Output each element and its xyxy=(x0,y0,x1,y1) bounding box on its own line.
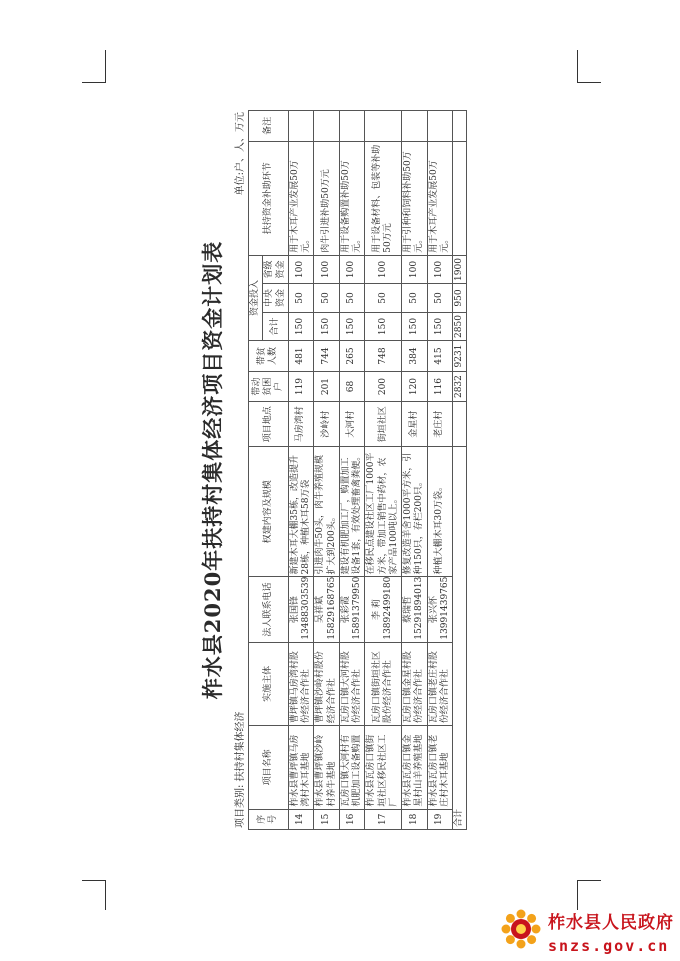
cell-central: 50 xyxy=(314,284,340,313)
cell-households: 200 xyxy=(365,371,402,402)
site-brand xyxy=(548,908,674,955)
unit-label: 单位:户、人、万元 xyxy=(235,112,246,196)
cell-link: 用于木耳产业发展50万元。 xyxy=(427,141,453,255)
header-link: 扶持资金补助环节 xyxy=(249,141,289,255)
category-value: 扶持村集体经济 xyxy=(235,711,246,782)
header-poor-people: 带贫人数 xyxy=(249,341,289,372)
summary-provincial: 1900 xyxy=(453,255,467,284)
cell-location: 金星村 xyxy=(402,402,428,447)
cell-people: 748 xyxy=(365,341,402,372)
cell-provincial: 100 xyxy=(427,255,453,284)
crop-mark-top-right-h xyxy=(577,82,601,83)
rotated-document xyxy=(195,110,505,830)
cell-provincial: 100 xyxy=(339,255,365,284)
cell-central: 50 xyxy=(288,284,314,313)
document-title: 柞水县2020年扶持村集体经济项目资金计划表 xyxy=(200,240,225,700)
cell-total: 150 xyxy=(288,312,314,341)
cell-name: 柞水县瓦房口镇金星村山羊养殖基地 xyxy=(402,726,428,810)
cell-households: 116 xyxy=(427,371,453,402)
cell-people: 481 xyxy=(288,341,314,372)
cell-entity: 瓦房口镇街垣社区股份经济合作社 xyxy=(365,642,402,726)
cell-remark xyxy=(288,111,314,142)
cell-total: 150 xyxy=(427,312,453,341)
cell-content: 建设有机肥加工厂，购置加工设备1套，有效处理畜禽粪便。 xyxy=(339,447,365,577)
header-contact: 法人联系电话 xyxy=(249,577,289,642)
cell-remark xyxy=(314,111,340,142)
cell-people: 744 xyxy=(314,341,340,372)
cell-content: 在移民点建设社区工厂1000平方米，带加工销售中药材，农家产品100吨以上。 xyxy=(365,447,402,577)
cell-content: 新建木耳大棚35栋，改造提升28栋，种植木耳58万袋 xyxy=(288,447,314,577)
cell-provincial: 100 xyxy=(402,255,428,284)
cell-contact: 张兴怀 13991439765 xyxy=(427,577,453,642)
cell-total: 150 xyxy=(339,312,365,341)
cell-central: 50 xyxy=(365,284,402,313)
category-label: 项目类别: xyxy=(235,784,246,828)
cell-people: 384 xyxy=(402,341,428,372)
header-central: 中央资金 xyxy=(263,284,289,313)
cell-remark xyxy=(339,111,365,142)
cell-households: 119 xyxy=(288,371,314,402)
cell-entity: 瓦房口镇老庄村股份经济合作社 xyxy=(427,642,453,726)
cell-name: 瓦房口镇大河村有机肥加工设备购置 xyxy=(339,726,365,810)
cell-remark xyxy=(402,111,428,142)
crop-mark-top-left-h xyxy=(82,82,106,83)
cell-name: 柞水县瓦房口镇老庄村木耳基地 xyxy=(427,726,453,810)
header-entity: 实施主体 xyxy=(249,642,289,726)
cell-remark xyxy=(427,111,453,142)
cell-name: 柞水县瓦房口镇街垣社区移民社区工厂 xyxy=(365,726,402,810)
cell-location: 老庄村 xyxy=(427,402,453,447)
cell-link: 用于引种和饲料补助50万元。 xyxy=(402,141,428,255)
cell-provincial: 100 xyxy=(314,255,340,284)
summary-people: 9231 xyxy=(453,341,467,372)
cell-no: 16 xyxy=(339,809,365,829)
summary-location xyxy=(453,402,467,447)
cell-people: 415 xyxy=(427,341,453,372)
header-total: 合计 xyxy=(263,312,289,341)
cell-location: 马房湾村 xyxy=(288,402,314,447)
cell-no: 15 xyxy=(314,809,340,829)
cell-contact: 李 莉 13892499180 xyxy=(365,577,402,642)
table-row xyxy=(402,111,428,830)
cell-total: 150 xyxy=(314,312,340,341)
cell-households: 120 xyxy=(402,371,428,402)
cell-no: 17 xyxy=(365,809,402,829)
cell-link: 用于设备购置补助50万元。 xyxy=(339,141,365,255)
summary-total: 2850 xyxy=(453,312,467,341)
cell-content: 修复改造羊舍1000平方米，引种150只，存栏200只。 xyxy=(402,447,428,577)
header-content: 权建内容及规模 xyxy=(249,447,289,577)
site-url: snzs.gov.cn xyxy=(548,937,670,955)
crop-mark-top-left-v xyxy=(105,50,106,82)
cell-no: 19 xyxy=(427,809,453,829)
cell-central: 50 xyxy=(427,284,453,313)
cell-no: 18 xyxy=(402,809,428,829)
crop-mark-bottom-right-v xyxy=(577,880,578,910)
project-category xyxy=(231,711,246,828)
crop-mark-bottom-left-h xyxy=(82,880,106,881)
cell-name: 柞水县曹坪镇马房湾村木耳基地 xyxy=(288,726,314,810)
cell-contact: 吴祥斌 15829168765 xyxy=(314,577,340,642)
header-poor-households: 带动贫困户 xyxy=(249,371,289,402)
cell-contact: 蔡瑞哲 15291894013 xyxy=(402,577,428,642)
cell-location: 沙岭村 xyxy=(314,402,340,447)
crop-mark-top-right-v xyxy=(577,50,578,82)
header-remark: 备注 xyxy=(249,111,289,142)
cell-content: 引进肉牛50头，肉牛养殖规模扩大到200头。 xyxy=(314,447,340,577)
document-meta xyxy=(231,112,246,828)
cell-provincial: 100 xyxy=(288,255,314,284)
project-funding-table xyxy=(248,110,467,830)
cell-link: 用于设备材料、包装等补助50万元 xyxy=(365,141,402,255)
cell-contact: 张彩霞 15891379950 xyxy=(339,577,365,642)
summary-label: 合计 xyxy=(453,447,467,830)
summary-central: 950 xyxy=(453,284,467,313)
cell-people: 265 xyxy=(339,341,365,372)
cell-provincial: 100 xyxy=(365,255,402,284)
cell-remark xyxy=(365,111,402,142)
cell-households: 68 xyxy=(339,371,365,402)
site-name: 柞水县人民政府 xyxy=(548,913,674,933)
summary-link xyxy=(453,141,467,255)
header-location: 项目地点 xyxy=(249,402,289,447)
sunflower-logo-icon xyxy=(500,908,542,950)
summary-households: 2832 xyxy=(453,371,467,402)
cell-location: 街垣社区 xyxy=(365,402,402,447)
cell-location: 大河村 xyxy=(339,402,365,447)
table-row xyxy=(288,111,314,830)
cell-central: 50 xyxy=(339,284,365,313)
cell-central: 50 xyxy=(402,284,428,313)
table-row xyxy=(314,111,340,830)
header-name: 项目名称 xyxy=(249,726,289,810)
summary-row xyxy=(453,111,467,830)
cell-link: 肉牛引进补助50万元 xyxy=(314,141,340,255)
crop-mark-bottom-left-v xyxy=(105,880,106,910)
table-row xyxy=(427,111,453,830)
summary-remark xyxy=(453,111,467,142)
cell-link: 用于木耳产业发展50万元。 xyxy=(288,141,314,255)
cell-entity: 曹坪镇马房湾村股份经济合作社 xyxy=(288,642,314,726)
cell-households: 201 xyxy=(314,371,340,402)
cell-total: 150 xyxy=(402,312,428,341)
header-no: 序号 xyxy=(249,809,289,829)
cell-contact: 张国锋 13488303539 xyxy=(288,577,314,642)
cell-total: 150 xyxy=(365,312,402,341)
crop-mark-bottom-right-h xyxy=(577,880,601,881)
header-funds: 资金投入 xyxy=(249,255,263,341)
cell-entity: 曹坪镇沙岭村股份经济合作社 xyxy=(314,642,340,726)
cell-content: 种植大棚木耳30万袋。 xyxy=(427,447,453,577)
cell-entity: 瓦房口镇大河村股份经济合作社 xyxy=(339,642,365,726)
cell-name: 柞水县曹坪镇沙岭村养牛基地 xyxy=(314,726,340,810)
header-provincial: 省级资金 xyxy=(263,255,289,284)
table-row xyxy=(339,111,365,830)
cell-no: 14 xyxy=(288,809,314,829)
table-row xyxy=(365,111,402,830)
cell-entity: 瓦房口镇金星村股份经济合作社 xyxy=(402,642,428,726)
